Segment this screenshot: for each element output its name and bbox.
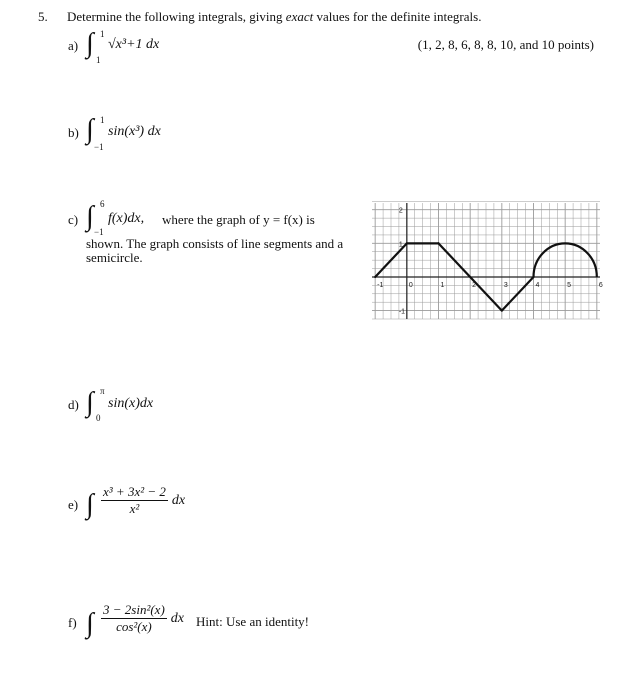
part-f-fraction [101, 602, 167, 635]
part-c-text-line3: semicircle. [86, 250, 143, 265]
part-f-numerator: 3 − 2sin²(x) [103, 602, 165, 617]
part-d-label: d) [68, 397, 79, 412]
part-d-integrand: sin(x)dx [108, 396, 154, 411]
part-b-label: b) [68, 125, 79, 140]
integral-sign-b: ∫ [86, 114, 94, 145]
graph-grid [372, 201, 600, 319]
integral-sign-d: ∫ [86, 387, 94, 418]
part-d-lower-limit: 0 [96, 413, 101, 423]
part-c-text-line2: shown. The graph consists of line segments and a [86, 236, 344, 251]
points-breakdown: (1, 2, 8, 6, 8, 8, 10, and 10 points) [417, 37, 594, 52]
problem-number: 5. [38, 9, 48, 24]
part-c-label: c) [68, 212, 79, 227]
part-e-fraction [101, 484, 168, 517]
heading-after: values for the definite integrals. [313, 9, 482, 24]
part-f-dx: dx [170, 611, 184, 627]
part-b-upper-limit: 1 [100, 115, 105, 125]
y-tick-label: 1 [398, 241, 403, 249]
part-b-lower-limit: −1 [94, 142, 104, 152]
integral-sign-e: ∫ [86, 489, 94, 520]
part-d-upper-limit: π [100, 386, 105, 396]
part-e-dx: dx [171, 493, 186, 509]
part-b-integrand: sin(x³) dx [108, 124, 161, 139]
part-c-text-line1: where the graph of y = f(x) is [162, 212, 315, 227]
part-e-integrand [101, 484, 185, 517]
part-a-upper-limit: 1 [100, 29, 105, 39]
x-tick-label: 4 [535, 281, 540, 289]
part-c-upper-limit: 6 [100, 199, 105, 209]
part-e-denominator: x² [129, 501, 140, 516]
part-f-label: f) [68, 615, 77, 630]
heading-before: Determine the following integrals, giving [67, 9, 286, 24]
x-tick-label: 3 [503, 281, 508, 289]
x-tick-label: 0 [408, 281, 413, 289]
problem-heading [67, 9, 481, 25]
x-tick-label: 2 [472, 281, 477, 289]
function-graph [366, 197, 606, 325]
integral-sign-c: ∫ [86, 201, 94, 232]
heading-emphasis: exact [285, 9, 314, 24]
part-a-label: a) [68, 38, 79, 53]
part-e-label: e) [68, 497, 79, 512]
part-a-integrand: √x³+1 dx [108, 37, 160, 52]
x-tick-label: 5 [567, 281, 572, 289]
y-tick-label: 2 [398, 207, 403, 215]
part-f-denominator: cos²(x) [116, 619, 152, 634]
part-f-hint: Hint: Use an identity! [196, 614, 310, 629]
x-tick-label: 6 [598, 281, 603, 289]
part-e-numerator: x³ + 3x² − 2 [103, 484, 166, 499]
integral-sign-f: ∫ [86, 608, 94, 639]
x-tick-label: 1 [440, 281, 445, 289]
part-c-integrand: f(x)dx, [108, 211, 145, 226]
part-c-lower-limit: −1 [94, 227, 104, 237]
y-tick-label: -1 [398, 308, 406, 316]
integral-sign-a: ∫ [86, 28, 94, 59]
x-tick-label: -1 [377, 281, 384, 289]
part-a-lower-limit: 1 [96, 55, 101, 65]
part-f-integrand [101, 602, 184, 635]
